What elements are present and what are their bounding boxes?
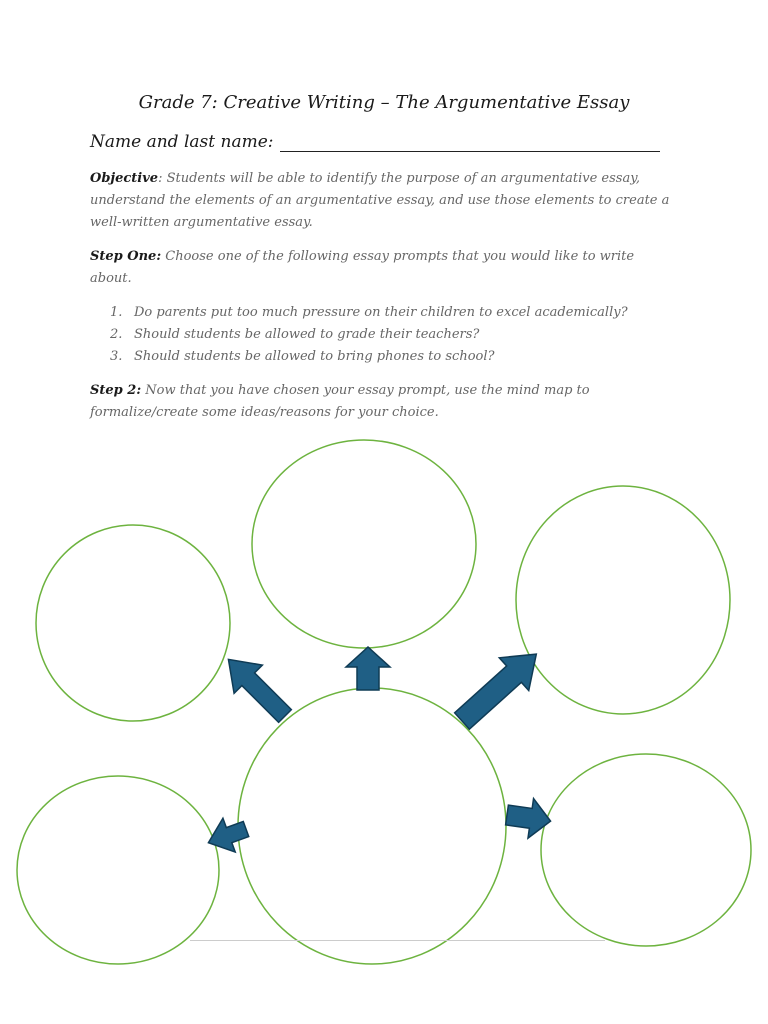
step-one-text: Choose one of the following essay prompts that you would like to write about. bbox=[90, 249, 635, 286]
arrow-lower-left-icon bbox=[202, 812, 252, 860]
objective-label: Objective bbox=[90, 171, 159, 186]
mind-map-circle-upper-left[interactable] bbox=[36, 525, 230, 721]
step-two-label: Step 2: bbox=[90, 383, 142, 398]
step-two-text: Now that you have chosen your essay prompt, use the mind map to formalize/create some ideas/reasons for your choice. bbox=[90, 383, 590, 420]
divider bbox=[190, 940, 605, 941]
mind-map-circle-upper-right[interactable] bbox=[516, 486, 730, 714]
arrow-upper-left-icon bbox=[214, 645, 299, 730]
step-one-label: Step One: bbox=[90, 249, 162, 264]
page-title: Grade 7: Creative Writing – The Argumentative Essay bbox=[138, 92, 630, 113]
list-number: 3. bbox=[110, 349, 123, 364]
arrow-up-icon bbox=[346, 647, 390, 690]
list-item-text: Do parents put too much pressure on their children to excel academically? bbox=[134, 305, 628, 320]
arrow-lower-right-icon bbox=[504, 795, 553, 841]
list-number: 1. bbox=[110, 305, 123, 320]
mind-map-circle-lower-right[interactable] bbox=[541, 754, 751, 946]
name-label: Name and last name: bbox=[90, 132, 274, 152]
mind-map-circle-top[interactable] bbox=[252, 440, 476, 648]
list-item-text: Should students be allowed to bring phones to school? bbox=[134, 349, 495, 364]
objective-text: : Students will be able to identify the purpose of an argumentative essay, understand the elements of an argumentative essay, and use those elements to create a well-written argumentative essay. bbox=[90, 171, 670, 230]
mind-map-circle-lower-left[interactable] bbox=[17, 776, 219, 964]
mind-map-circle-center[interactable] bbox=[238, 688, 506, 964]
arrow-upper-right-icon bbox=[447, 638, 551, 738]
list-number: 2. bbox=[110, 327, 123, 342]
list-item-text: Should students be allowed to grade their teachers? bbox=[134, 327, 480, 342]
